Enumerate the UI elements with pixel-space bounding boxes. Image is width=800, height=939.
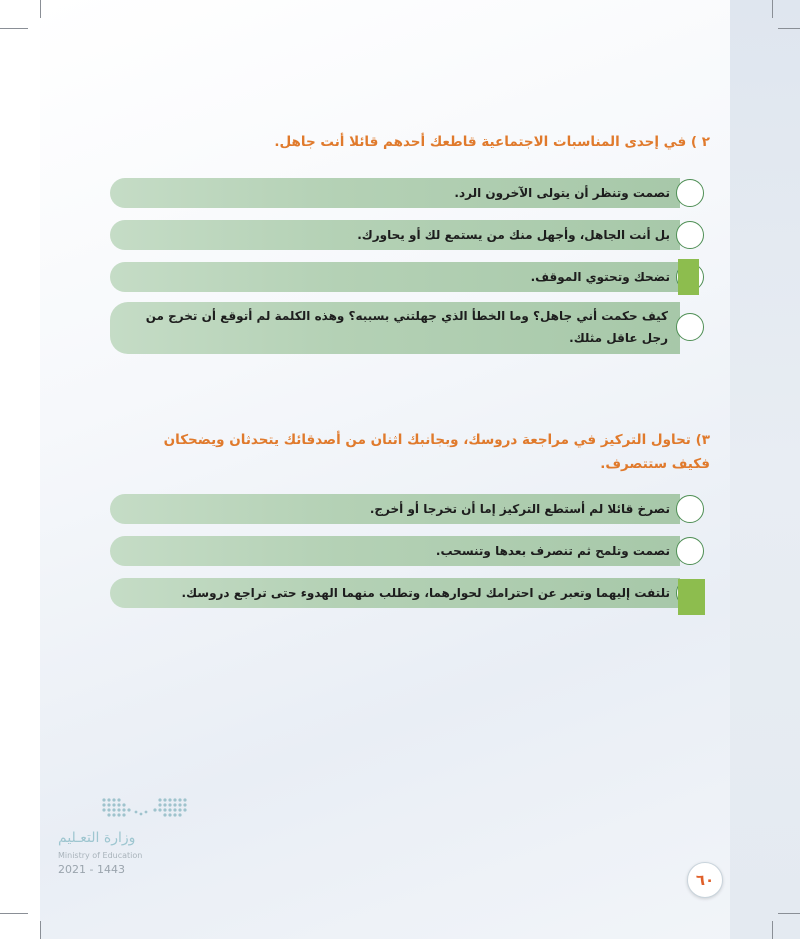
crop-mark (40, 921, 41, 939)
ministry-name-english: Ministry of Education (58, 851, 143, 860)
crop-mark (40, 0, 41, 18)
crop-mark (0, 28, 28, 29)
crop-mark (772, 921, 773, 939)
crop-mark (772, 0, 773, 18)
selected-answer-mark (678, 259, 699, 295)
option-radio-circle[interactable] (676, 537, 704, 565)
academic-year: 2021 - 1443 (58, 863, 125, 876)
option-radio-circle[interactable] (676, 495, 704, 523)
option-text: تصرخ قائلا لم أستطع التركيز إما أن تخرجا أو أخرج. (369, 502, 670, 516)
option-text: كيف حكمت أني جاهل؟ وما الخطأ الذي جهلتني بسببه؟ وهذه الكلمة لم أتوقع أن تخرج من رجل عاقل مثلك. (145, 309, 668, 345)
question-2-title: ٢ ) في إحدى المناسبات الاجتماعية قاطعك أحدهم قائلا أنت جاهل. (274, 134, 710, 150)
option-radio-circle[interactable] (676, 179, 704, 207)
page-edge-strip (730, 0, 800, 939)
option-text: تصمت وتلمح ثم تنصرف بعدها وتنسحب. (435, 544, 670, 558)
page-number: ٦٠ (687, 862, 723, 898)
selected-answer-mark (678, 579, 705, 615)
option-text: تصمت وتنظر أن يتولى الآخرون الرد. (454, 186, 670, 200)
option-text: تضحك وتحتوي الموقف. (530, 270, 670, 284)
ministry-name-arabic: وزارة التعـليم (58, 830, 136, 846)
crop-mark (0, 913, 28, 914)
ministry-logo-dots-icon (100, 796, 192, 822)
question-3-title: ٣) تحاول التركيز في مراجعة دروسك، وبجانبك اثنان من أصدقائك يتحدثان ويضحكان فكيف ستتصرف. (163, 432, 710, 472)
option-text: تلتفت إليهما وتعبر عن احترامك لحوارهما، وتطلب منهما الهدوء حتى تراجع دروسك. (181, 586, 670, 600)
crop-mark (778, 913, 800, 914)
option-radio-circle[interactable] (676, 313, 704, 341)
option-text: بل أنت الجاهل، وأجهل منك من يستمع لك أو يحاورك. (357, 228, 670, 242)
crop-mark (778, 28, 800, 29)
option-radio-circle[interactable] (676, 221, 704, 249)
